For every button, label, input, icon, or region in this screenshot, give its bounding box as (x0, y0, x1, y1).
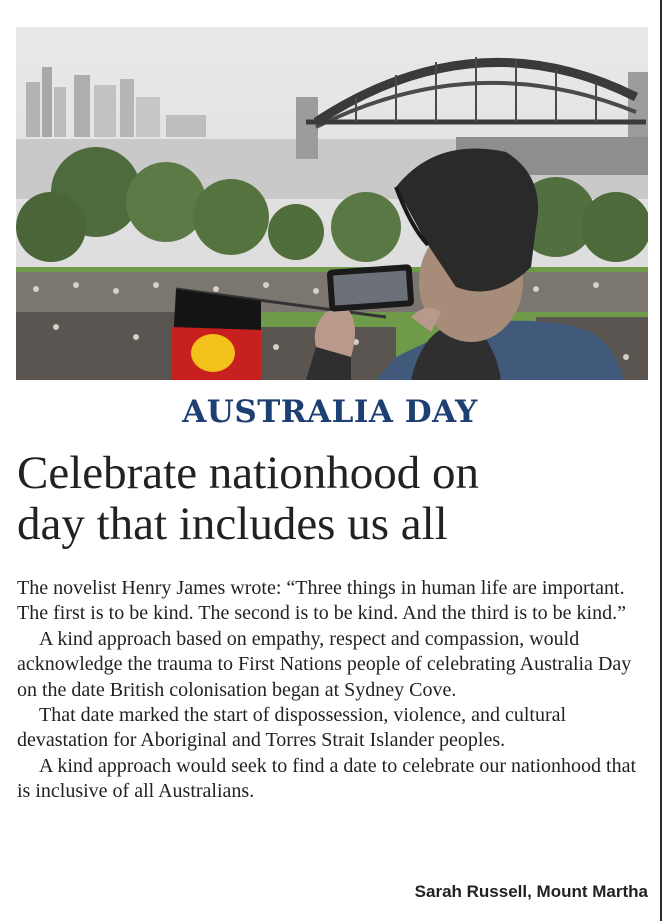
aboriginal-flag (171, 289, 261, 380)
article-headline (17, 448, 657, 550)
author-byline: Sarah Russell, Mount Martha (414, 882, 648, 901)
paragraph-2: A kind approach based on empathy, respect and compassion, would acknowledge the trauma to First Nations people of celebrating Australia Day on the date British colonisation began at Sydney Cove. (17, 627, 632, 701)
section-kicker: AUSTRALIA DAY (182, 394, 478, 430)
paragraph-4: A kind approach would seek to find a date to celebrate our nationhood that is inclusive of all Australians. (17, 754, 637, 803)
headline-line-2: day that includes us all (17, 498, 448, 550)
article-photo (16, 27, 648, 380)
column-rule (660, 0, 662, 921)
harbour-bridge-crowd-image (16, 27, 648, 380)
headline-line-1: Celebrate nationhood on (17, 447, 480, 499)
paragraph-3: That date marked the start of dispossession, violence, and cultural devastation for Aboriginal and Torres Strait Islander peoples. (17, 704, 567, 752)
article-body (17, 576, 651, 805)
paragraph-1: The novelist Henry James wrote: “Three things in human life are important. The first is to be kind. The second is to be kind. And the third is to be kind.” (17, 577, 626, 625)
